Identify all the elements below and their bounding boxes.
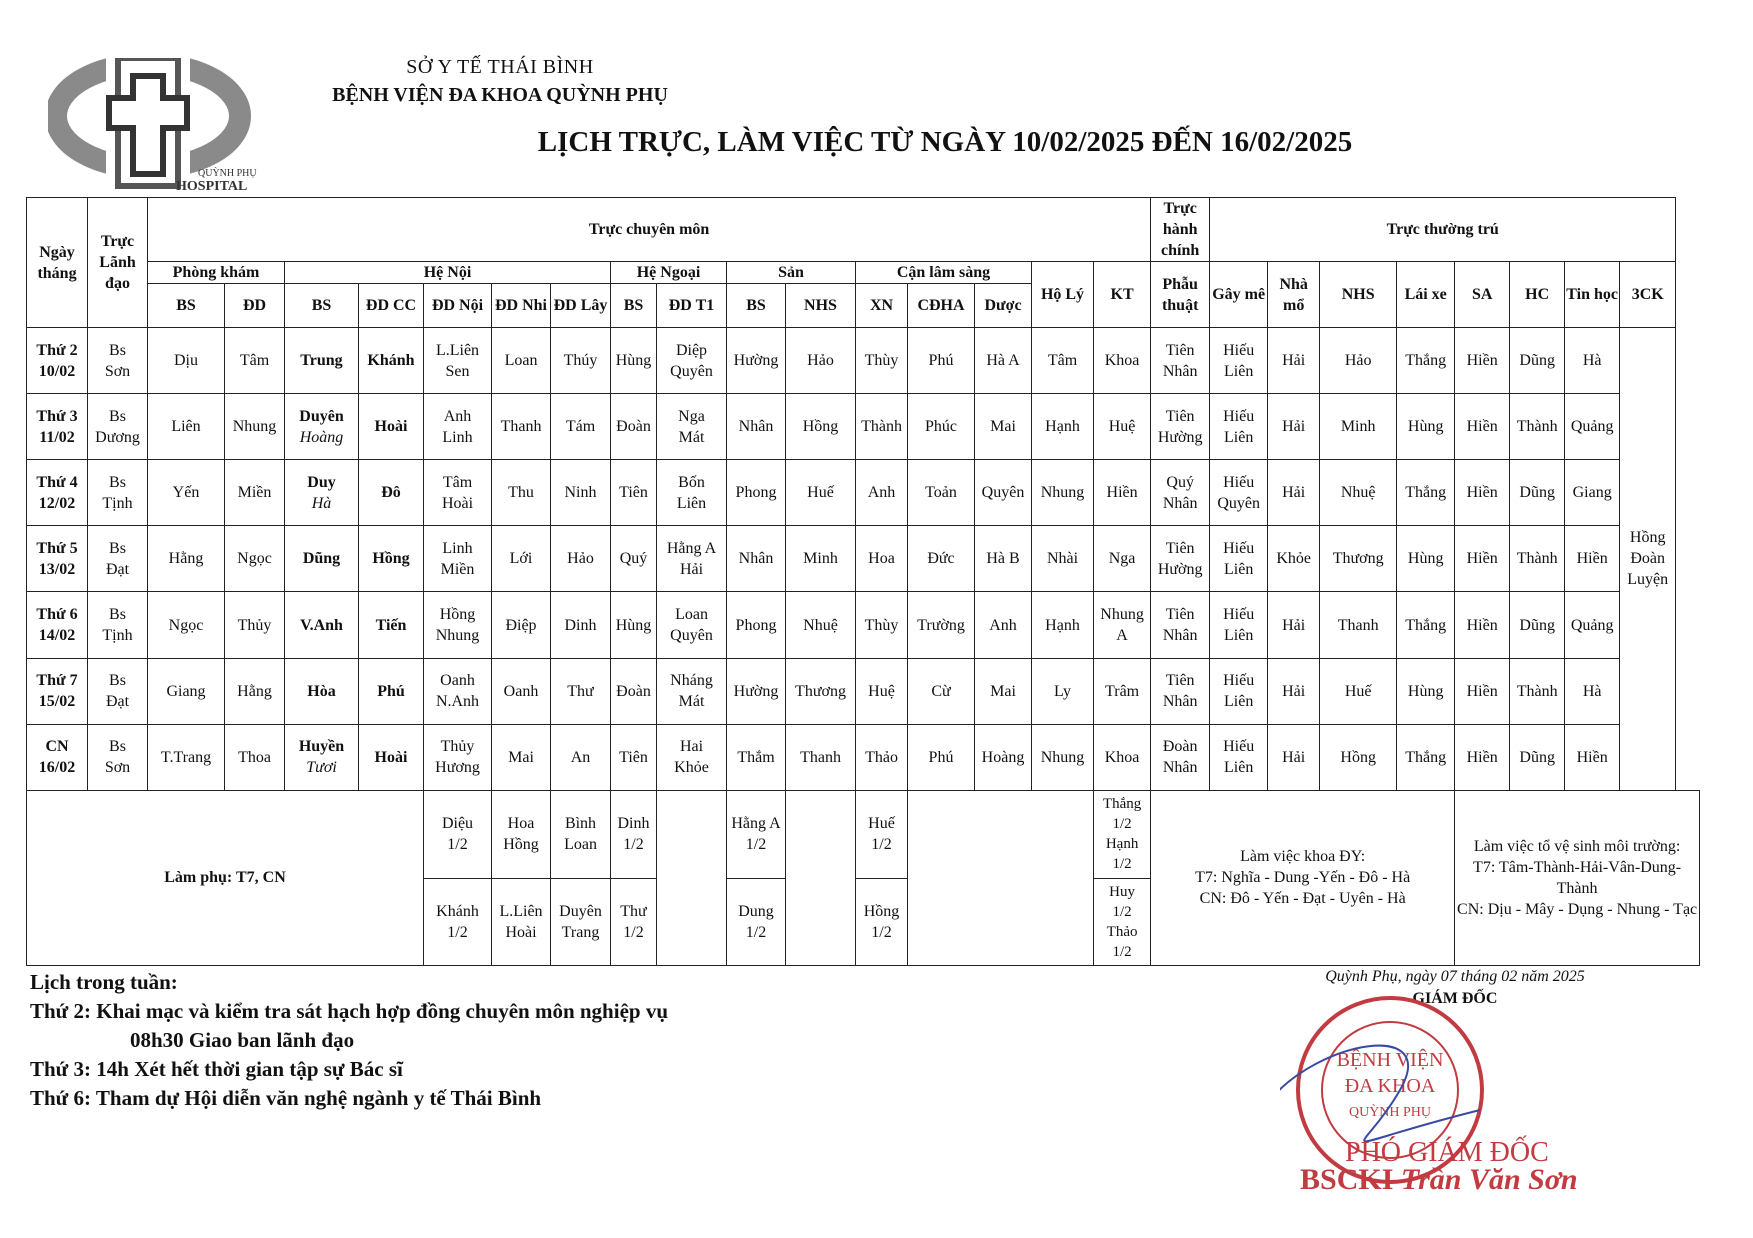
cell-dd_nhi: Điệp — [492, 592, 551, 658]
place-date: Quỳnh Phụ, ngày 07 tháng 02 năm 2025 — [1325, 968, 1585, 985]
cell-dd_t1: Nga Mát — [657, 394, 727, 460]
cell-dd_t1: Diệp Quyên — [657, 328, 727, 394]
cell-day: CN 16/02 — [27, 724, 88, 790]
cell-laixe: Thắng — [1397, 724, 1455, 790]
cell-cdha: Phúc — [908, 394, 975, 460]
cell-holy: Tâm — [1032, 328, 1094, 394]
schedule-row — [27, 526, 1700, 592]
cell-dd_cc: Khánh — [359, 328, 424, 394]
cell-tin: Hà — [1565, 658, 1620, 724]
cell-tin: Hà — [1565, 328, 1620, 394]
cell-xn: Anh — [856, 460, 908, 526]
cell-gay: Hiếu Liên — [1210, 724, 1268, 790]
cell-dd_t1: Nháng Mát — [657, 658, 727, 724]
cell-laixe: Hùng — [1397, 526, 1455, 592]
cell-pk_bs: Hằng — [148, 526, 225, 592]
cell-duoc: Hà B — [975, 526, 1032, 592]
cell-nhs2: Nhuệ — [1320, 460, 1397, 526]
cell-sa: Hiền — [1455, 394, 1510, 460]
header-leader: Trực Lãnh đạo — [88, 198, 148, 328]
cell-leader: Bs Đạt — [88, 526, 148, 592]
cell-dd_cc: Hoài — [359, 394, 424, 460]
svg-text:QUỲNH PHỤ: QUỲNH PHỤ — [198, 168, 257, 179]
extra-cell: Diệu 1/2 — [424, 790, 492, 878]
extra-cell: Dung 1/2 — [727, 878, 786, 965]
cell-pk_dd: Tâm — [225, 328, 285, 394]
cell-tin: Hiền — [1565, 724, 1620, 790]
cell-laixe: Hùng — [1397, 394, 1455, 460]
cell-hc: Thành — [1510, 394, 1565, 460]
cell-dd_lay: Hảo — [551, 526, 611, 592]
cell-hn_bs: V.Anh — [285, 592, 359, 658]
cell-day: Thứ 4 12/02 — [27, 460, 88, 526]
cell-hng_bs: Tiên — [611, 460, 657, 526]
cell-day: Thứ 6 14/02 — [27, 592, 88, 658]
cell-phau: Tiên Nhân — [1151, 658, 1210, 724]
cell-dd_t1: Hằng A Hải — [657, 526, 727, 592]
cell-dd_nhi: Mai — [492, 724, 551, 790]
cell-nhs2: Hảo — [1320, 328, 1397, 394]
cell-kt: Nhung A — [1094, 592, 1151, 658]
cell-phau: Tiên Nhân — [1151, 328, 1210, 394]
cell-san_bs: Phong — [727, 592, 786, 658]
group-obstetric: Sản — [727, 262, 856, 284]
cell-holy: Ly — [1032, 658, 1094, 724]
col-header: BS — [727, 284, 786, 328]
extra-cell: Hằng A 1/2 — [727, 790, 786, 878]
hospital-name: BỆNH VIỆN ĐA KHOA QUỲNH PHỤ — [332, 84, 668, 106]
cell-hc: Dũng — [1510, 460, 1565, 526]
deputy-director-title: PHÓ GIÁM ĐỐC — [1345, 1137, 1549, 1168]
cell-dd_noi: L.Liên Sen — [424, 328, 492, 394]
col-holy: Hộ Lý — [1032, 262, 1094, 328]
cell-leader: Bs Sơn — [88, 328, 148, 394]
cell-duoc: Quyên — [975, 460, 1032, 526]
cell-gay: Hiếu Liên — [1210, 526, 1268, 592]
cell-duoc: Mai — [975, 394, 1032, 460]
weekly-item: Thứ 6: Tham dự Hội diễn văn nghệ ngành y tế Thái Bình — [30, 1086, 542, 1110]
col-header: ĐD Lây — [551, 284, 611, 328]
group-external: Hệ Ngoại — [611, 262, 727, 284]
cell-gay: Hiếu Quyên — [1210, 460, 1268, 526]
extra-cell: Bình Loan — [551, 790, 611, 878]
cell-sa: Hiền — [1455, 592, 1510, 658]
cell-hng_bs: Tiên — [611, 724, 657, 790]
cell-nhamo: Hải — [1268, 658, 1320, 724]
col-header: ĐD Nội — [424, 284, 492, 328]
col-header: ĐD CC — [359, 284, 424, 328]
cell-nhs: Minh — [786, 526, 856, 592]
cell-dd_cc: Hoài — [359, 724, 424, 790]
cell-hc: Thành — [1510, 526, 1565, 592]
col-header: Gây mê — [1210, 262, 1268, 328]
weekly-title: Lịch trong tuần: — [30, 970, 178, 994]
group-clinic: Phòng khám — [148, 262, 285, 284]
cell-pk_dd: Thoa — [225, 724, 285, 790]
cell-nhs: Nhuệ — [786, 592, 856, 658]
col-header: NHS — [786, 284, 856, 328]
cell-san_bs: Hường — [727, 658, 786, 724]
cell-pk_bs: Liên — [148, 394, 225, 460]
env-work-note: Làm việc tổ vệ sinh môi trường: T7: Tâm-Thành-Hải-Vân-Dung-Thành CN: Dịu - Mây - Dụng - Nhung - Tạc — [1455, 790, 1700, 965]
extra-cell: L.Liên Hoài — [492, 878, 551, 965]
extra-cell: Duyên Trang — [551, 878, 611, 965]
cell-laixe: Thắng — [1397, 328, 1455, 394]
cell-pk_dd: Miền — [225, 460, 285, 526]
cell-laixe: Hùng — [1397, 658, 1455, 724]
cell-holy: Nhung — [1032, 460, 1094, 526]
cell-gay: Hiếu Liên — [1210, 658, 1268, 724]
cell-hn_bs: Trung — [285, 328, 359, 394]
cell-gay: Hiếu Liên — [1210, 328, 1268, 394]
extra-cell: Huy 1/2 Thảo 1/2 — [1094, 878, 1151, 965]
header-admin: Trực hành chính — [1151, 198, 1210, 262]
cell-phau: Đoàn Nhân — [1151, 724, 1210, 790]
cell-hng_bs: Đoàn — [611, 658, 657, 724]
extra-empty — [786, 790, 856, 965]
cell-pk_dd: Hằng — [225, 658, 285, 724]
col-header: NHS — [1320, 262, 1397, 328]
cell-dd_lay: Thư — [551, 658, 611, 724]
col-header: HC — [1510, 262, 1565, 328]
svg-text:QUỲNH PHỤ: QUỲNH PHỤ — [1348, 1105, 1432, 1120]
cell-gay: Hiếu Liên — [1210, 394, 1268, 460]
cell-xn: Thùy — [856, 328, 908, 394]
cell-leader: Bs Dương — [88, 394, 148, 460]
cell-dd_lay: Dinh — [551, 592, 611, 658]
cell-hn_bs: Huyền Tươi — [285, 724, 359, 790]
cell-tin: Hiền — [1565, 526, 1620, 592]
cell-holy: Hạnh — [1032, 394, 1094, 460]
extra-cell: Khánh 1/2 — [424, 878, 492, 965]
cell-tin: Quảng — [1565, 592, 1620, 658]
cell-leader: Bs Tịnh — [88, 592, 148, 658]
cell-dd_t1: Loan Quyên — [657, 592, 727, 658]
cell-cdha: Phú — [908, 724, 975, 790]
cell-nhs: Thanh — [786, 724, 856, 790]
cell-pk_bs: Yến — [148, 460, 225, 526]
col-header: BS — [285, 284, 359, 328]
signer-name: BSCKI Trần Văn Sơn — [1300, 1163, 1578, 1196]
cell-hn_bs: Dũng — [285, 526, 359, 592]
extra-cell: Huế 1/2 — [856, 790, 908, 878]
col-header: 3CK — [1620, 262, 1676, 328]
cell-nhs2: Thương — [1320, 526, 1397, 592]
col-header: KT — [1094, 262, 1151, 328]
cell-sa: Hiền — [1455, 526, 1510, 592]
cell-nhs2: Minh — [1320, 394, 1397, 460]
cell-day: Thứ 2 10/02 — [27, 328, 88, 394]
cell-phau: Tiên Nhân — [1151, 592, 1210, 658]
cell-cdha: Toản — [908, 460, 975, 526]
weekly-item: 08h30 Giao ban lãnh đạo — [130, 1028, 355, 1052]
cell-san_bs: Thắm — [727, 724, 786, 790]
cell-leader: Bs Tịnh — [88, 460, 148, 526]
cell-hc: Dũng — [1510, 592, 1565, 658]
dy-work-note: Làm việc khoa ĐY: T7: Nghĩa - Dung -Yến - Đô - Hà CN: Đô - Yến - Đạt - Uyên - Hà — [1151, 790, 1455, 965]
cell-dd_nhi: Lới — [492, 526, 551, 592]
col-header: ĐD Nhi — [492, 284, 551, 328]
col-header: BS — [611, 284, 657, 328]
extra-cell: Thắng 1/2 Hạnh 1/2 — [1094, 790, 1151, 878]
col-header: CĐHA — [908, 284, 975, 328]
cell-kt: Huệ — [1094, 394, 1151, 460]
cell-hn_bs: Duyên Hoàng — [285, 394, 359, 460]
svg-text:ĐA KHOA: ĐA KHOA — [1344, 1075, 1436, 1097]
cell-leader: Bs Đạt — [88, 658, 148, 724]
cell-dd_noi: Hồng Nhung — [424, 592, 492, 658]
cell-dd_nhi: Thu — [492, 460, 551, 526]
cell-duoc: Hoàng — [975, 724, 1032, 790]
cell-dd_lay: Tám — [551, 394, 611, 460]
cell-pk_bs: Giang — [148, 658, 225, 724]
extra-empty — [657, 790, 727, 965]
cell-sa: Hiền — [1455, 658, 1510, 724]
cell-dd_noi: Anh Linh — [424, 394, 492, 460]
cell-day: Thứ 3 11/02 — [27, 394, 88, 460]
cell-san_bs: Nhân — [727, 526, 786, 592]
cell-kt: Hiền — [1094, 460, 1151, 526]
cell-pk_dd: Ngọc — [225, 526, 285, 592]
cell-nhs2: Thanh — [1320, 592, 1397, 658]
cell-hn_bs: Hòa — [285, 658, 359, 724]
col-header: ĐD — [225, 284, 285, 328]
cell-dd_noi: Linh Miền — [424, 526, 492, 592]
cell-hc: Dũng — [1510, 724, 1565, 790]
duty-schedule-table — [26, 197, 1700, 966]
schedule-row — [27, 658, 1700, 724]
cell-day: Thứ 5 13/02 — [27, 526, 88, 592]
cell-dd_noi: Oanh N.Anh — [424, 658, 492, 724]
col-header: Dược — [975, 284, 1032, 328]
cell-kt: Khoa — [1094, 724, 1151, 790]
header-resident: Trực thường trú — [1210, 198, 1676, 262]
extra-cell: Dinh 1/2 — [611, 790, 657, 878]
cell-kt: Nga — [1094, 526, 1151, 592]
cell-pk_bs: Ngọc — [148, 592, 225, 658]
extra-empty — [908, 790, 1094, 965]
cell-nhs: Thương — [786, 658, 856, 724]
group-paraclinic: Cận lâm sàng — [856, 262, 1032, 284]
col-header: Lái xe — [1397, 262, 1455, 328]
cell-san_bs: Nhân — [727, 394, 786, 460]
cell-hc: Dũng — [1510, 328, 1565, 394]
cell-dd_lay: An — [551, 724, 611, 790]
cell-sa: Hiền — [1455, 724, 1510, 790]
cell-phau: Quý Nhân — [1151, 460, 1210, 526]
cell-3ck: Hồng Đoàn Luyện — [1620, 328, 1676, 791]
director-title: GIÁM ĐỐC — [1412, 990, 1498, 1007]
cell-holy: Nhung — [1032, 724, 1094, 790]
col-header: Phẫu thuật — [1151, 262, 1210, 328]
cell-pk_dd: Thủy — [225, 592, 285, 658]
cell-duoc: Hà A — [975, 328, 1032, 394]
cell-sa: Hiền — [1455, 460, 1510, 526]
cell-dd_lay: Ninh — [551, 460, 611, 526]
extra-label: Làm phụ: T7, CN — [27, 790, 424, 965]
cell-dd_noi: Thủy Hương — [424, 724, 492, 790]
cell-nhs: Huế — [786, 460, 856, 526]
cell-xn: Thảo — [856, 724, 908, 790]
col-header: BS — [148, 284, 225, 328]
cell-nhamo: Hải — [1268, 328, 1320, 394]
cell-xn: Hoa — [856, 526, 908, 592]
cell-duoc: Anh — [975, 592, 1032, 658]
cell-nhs2: Huế — [1320, 658, 1397, 724]
cell-hc: Thành — [1510, 658, 1565, 724]
col-header: XN — [856, 284, 908, 328]
cell-dd_nhi: Thanh — [492, 394, 551, 460]
cell-laixe: Thắng — [1397, 460, 1455, 526]
weekly-schedule — [30, 968, 790, 1113]
schedule-row — [27, 724, 1700, 790]
cell-tin: Quảng — [1565, 394, 1620, 460]
cell-dd_nhi: Loan — [492, 328, 551, 394]
cell-nhamo: Hải — [1268, 460, 1320, 526]
cell-pk_bs: Dịu — [148, 328, 225, 394]
cell-kt: Khoa — [1094, 328, 1151, 394]
cell-xn: Huệ — [856, 658, 908, 724]
header-professional: Trực chuyên môn — [148, 198, 1151, 262]
cell-nhamo: Hải — [1268, 724, 1320, 790]
department-name: SỞ Y TẾ THÁI BÌNH — [406, 56, 594, 78]
cell-gay: Hiếu Liên — [1210, 592, 1268, 658]
cell-dd_noi: Tâm Hoài — [424, 460, 492, 526]
cell-day: Thứ 7 15/02 — [27, 658, 88, 724]
extra-cell: Hoa Hồng — [492, 790, 551, 878]
cell-xn: Thùy — [856, 592, 908, 658]
cell-kt: Trâm — [1094, 658, 1151, 724]
cell-holy: Nhài — [1032, 526, 1094, 592]
col-header: Nhà mổ — [1268, 262, 1320, 328]
cell-xn: Thành — [856, 394, 908, 460]
weekly-item: Thứ 3: 14h Xét hết thời gian tập sự Bác sĩ — [30, 1057, 403, 1081]
cell-phau: Tiên Hường — [1151, 394, 1210, 460]
svg-text:HOSPITAL: HOSPITAL — [176, 179, 248, 194]
cell-tin: Giang — [1565, 460, 1620, 526]
cell-cdha: Cừ — [908, 658, 975, 724]
col-header: ĐD T1 — [657, 284, 727, 328]
cell-dd_t1: Bốn Liên — [657, 460, 727, 526]
cell-duoc: Mai — [975, 658, 1032, 724]
schedule-row — [27, 592, 1700, 658]
cell-pk_bs: T.Trang — [148, 724, 225, 790]
weekly-item: Thứ 2: Khai mạc và kiểm tra sát hạch hợp đồng chuyên môn nghiệp vụ — [30, 999, 668, 1023]
cell-dd_cc: Hồng — [359, 526, 424, 592]
page-title: LỊCH TRỰC, LÀM VIỆC TỪ NGÀY 10/02/2025 ĐẾN 16/02/2025 — [537, 126, 1353, 158]
cell-sa: Hiền — [1455, 328, 1510, 394]
cell-nhamo: Khỏe — [1268, 526, 1320, 592]
cell-hng_bs: Hùng — [611, 328, 657, 394]
cell-dd_nhi: Oanh — [492, 658, 551, 724]
extra-cell: Hồng 1/2 — [856, 878, 908, 965]
cell-pk_dd: Nhung — [225, 394, 285, 460]
cell-holy: Hạnh — [1032, 592, 1094, 658]
cell-hng_bs: Quý — [611, 526, 657, 592]
header-day: Ngày tháng — [27, 198, 88, 328]
cell-nhs2: Hồng — [1320, 724, 1397, 790]
schedule-row — [27, 394, 1700, 460]
cell-hn_bs: Duy Hà — [285, 460, 359, 526]
cell-dd_lay: Thúy — [551, 328, 611, 394]
svg-text:BỆNH VIỆN: BỆNH VIỆN — [1336, 1049, 1444, 1071]
cell-nhamo: Hải — [1268, 394, 1320, 460]
extra-cell: Thư 1/2 — [611, 878, 657, 965]
cell-nhamo: Hải — [1268, 592, 1320, 658]
cell-san_bs: Phong — [727, 460, 786, 526]
cell-phau: Tiên Hường — [1151, 526, 1210, 592]
cell-dd_t1: Hai Khỏe — [657, 724, 727, 790]
hospital-logo — [48, 58, 268, 194]
cell-cdha: Đức — [908, 526, 975, 592]
group-internal: Hệ Nội — [285, 262, 611, 284]
cell-cdha: Trường — [908, 592, 975, 658]
cell-dd_cc: Phú — [359, 658, 424, 724]
schedule-row — [27, 328, 1700, 394]
cell-nhs: Hồng — [786, 394, 856, 460]
col-header: Tin học — [1565, 262, 1620, 328]
cell-leader: Bs Sơn — [88, 724, 148, 790]
schedule-row — [27, 460, 1700, 526]
cell-laixe: Thắng — [1397, 592, 1455, 658]
cell-dd_cc: Tiến — [359, 592, 424, 658]
cell-hng_bs: Đoàn — [611, 394, 657, 460]
cell-nhs: Hảo — [786, 328, 856, 394]
cell-san_bs: Hường — [727, 328, 786, 394]
cell-cdha: Phú — [908, 328, 975, 394]
cell-dd_cc: Đô — [359, 460, 424, 526]
col-header: SA — [1455, 262, 1510, 328]
cell-hng_bs: Hùng — [611, 592, 657, 658]
